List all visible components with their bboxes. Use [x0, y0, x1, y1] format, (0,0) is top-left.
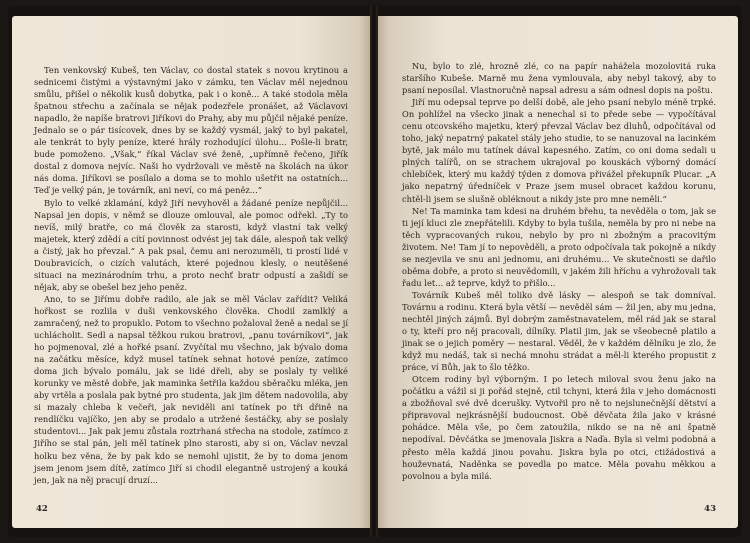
paragraph: Nu, bylo to zlé, hrozně zlé, co na papír nahážela mozolovitá ruka staršího Kubeše. Marně mu žena vymlouvala, aby nebyl takový, aby to psaní neposílal. Vlastnoručně napsal adresu a sám odnesl dopis na poštu. [402, 61, 716, 96]
page-number: 43 [704, 504, 716, 514]
book-spine [370, 6, 378, 537]
paragraph: Jiří mu odepsal teprve po delší době, ale jeho psaní nebylo méně trpké. On pohlížel na všecko jinak a nenechal si to přede sebe — vypočítával cenu otcovského majetku, který převzal Václav bez dluhů, odpočítával od toho, jaký nepatrný pakatel stály jeho studie, to se nanuzoval na lacinkém bytě, jak málo mu tatínek dával kapesného. Zatím, co oni doma sedali u plných talířů, on se strachem ukrajoval po kouskách výborný domácí chlebíček, který mu každý týden z domova přivážel překupník Plucar. „A jako nepatrný úředníček v Praze jsem musel obracet každou korunu, chtěl-li jsem se slušně obléknout a nikdy jste pro mne neměli.“ [402, 97, 716, 204]
page-number: 42 [36, 504, 48, 514]
paragraph: Ten venkovský Kubeš, ten Václav, co dostal statek s novou krytinou a sednicemi čistými a výstavnými jako v zámku, ten Václav měl nejednou smůlu, přišel o několik kusů dobytka, pak i o koně... A také stodola měla špatnou střechu a začínala se nějak podezřele pronášet, až Václavovi napadlo, že napíše bratrovi Jiříkovi do Prahy, aby mu půjčil nějaké peníze. Jednalo se o pár tisícovek, dnes by se každý vysmál, jaký to byl pakatel, ale tenkrát to byly peníze, které hrály rozhodující úlohu... Pošle-li bratr, bude pomoženo. „Však,“ říkal Václav své ženě, „upřímně řečeno, Jiřík dostal z domova nejvíc. Naši ho vydržovali ve městě na školách na úkor nás doma. Jiříkovi se posílalo a doma se to mohlo ušetřit na ostatních... Teď je velký pán, je továrník, ani neví, co má peněz...“ [34, 65, 348, 196]
paragraph: Bylo to velké zklamání, když Jiří nevyhověl a žádané peníze nepůjčil... Napsal jen dopis, v němž se dlouze omlouval, ale pomoc odřekl. „Ty to nevíš, milý bratře, co má člověk za starosti, když vlastní tak velký majetek, který zdědí a cítí povinnost odvést jej tak dále, alespoň tak velký a čistý, jak ho převzal.“ A pak psal, čemu ani nerozuměli, ti prostí lidé v Doubravicích, o cizích valutách, které pojednou klesly, o neutěšené situaci na mezinárodním trhu, a proto nechť bratr odpustí a zašidí se nějak, aby se obešel bez jeho peněz. [34, 197, 348, 292]
paragraph: Ne! Ta maminka tam kdesi na druhém břehu, ta nevěděla o tom, jak se ti její kluci zle znepřátelili. Kdyby to byla tušila, neměla by pro ni nebe na těch vypracovaných rukou, nebylo by pro ni zbožným a pracovitým životem. Ne! Tam jí to nepověděli, a proto odpočívala tak pokojně a nikdy se nezjevila ve snu ani jednomu, ani druhému... Ve skutečnosti se dařilo oběma dobře, a proto si neuvědomili, v jakém žili hříchu a vyhrožovali tak řadu let... až teprve, když to přišlo... [402, 205, 716, 288]
right-page-text [402, 60, 716, 482]
paragraph: Továrník Kubeš měl toliko dvě lásky — alespoň se tak domníval. Továrnu a rodinu. Která byla větší — nevěděl sám — žil jen, aby mu jedna, nechtěl jiných zájmů. Byl dobrým zaměstnavatelem, měl rád jak se staral o ty, kteří pro něj pracovali, dílníky. Platil jim, jak se všeobecně platilo a jinak se o jejich poměry — nestaral. Věděl, že v každém dělníku je zlo, že když mu nedáš, tak si nechá mnohu strádat a měl-li kterého propustit z práce, ví Bůh, jak to šlo těžko. [402, 289, 716, 373]
right-page [378, 16, 738, 528]
open-book [8, 6, 742, 537]
left-page-text [34, 64, 348, 486]
left-page [12, 16, 370, 528]
paragraph: Otcem rodiny byl výborným. I po letech miloval svou ženu jako na počátku a vážil si ji pořád stejně, ctil tchyni, která žila v jeho domácnosti a zbožňoval své dvě dcerušky. Vytvořil pro ně to nejslunečnější dětství a připravoval nejkrásnější budoucnost. Obě děvčata žila jako v krásné pohádce. Měla vše, po čem zatoužila, nikdo se na ně ani špatně nepodíval. Děvčátka se jmenovala Jiskra a Naďa. Byla si velmi podobná a přesto měla každá jinou povahu. Jiskra byla po otci, ctižádostivá a houževnatá, Naděnka se povedla po matce. Měla povahu měkkou a povolnou a byla milá. [402, 374, 716, 481]
paragraph: Ano, to se Jiřímu dobře radilo, ale jak se měl Václav zařídit? Veliká hořkost se rozlila v duši venkovského člověka. Chodil zamlklý a zamračený, než to propuklo. Potom to všechno požaloval ženě a nedal se jí uchlácholit. Sedl a napsal těžkou rukou bratrovi, „panu továrníkovi“, jak ho pojmenoval, zlé a hořké psaní. Zvyčítal mu všechno, jak bývalo doma na začátku měsíce, když musel tatínek sehnat hotové peníze, zatímco doma jich bývalo pomálu, jak se lidé dřeli, aby se poslaly ty veliké korunky ve městě dobře, jak maminka šetřila každou sběračku mléka, jen aby vrtěla a poslala pak bytné pro studenta, jak jim dětem nadovolila, aby si mazaly chleba k večeři, jak neviděli ani tatínek po tři dřině na rendlíčku vajíčko, jen aby se prodalo a utržené šestáčky, aby se poslaly studentovi... Jak pak jemu zůstala roztrhaná střecha na stodole, zatímco z Jiřího se stal pán, jeli měl tatínek plno starosti, aby si on, Václav nevzal holku bez věna, že by pak kdo se nemohl ujistit, že by to doma jenom jsem jenom jsem dítě, zatímco Jiří si chodil elegantně ustrojený a kouká jen, jak na něj pracují druzí... [34, 293, 348, 485]
